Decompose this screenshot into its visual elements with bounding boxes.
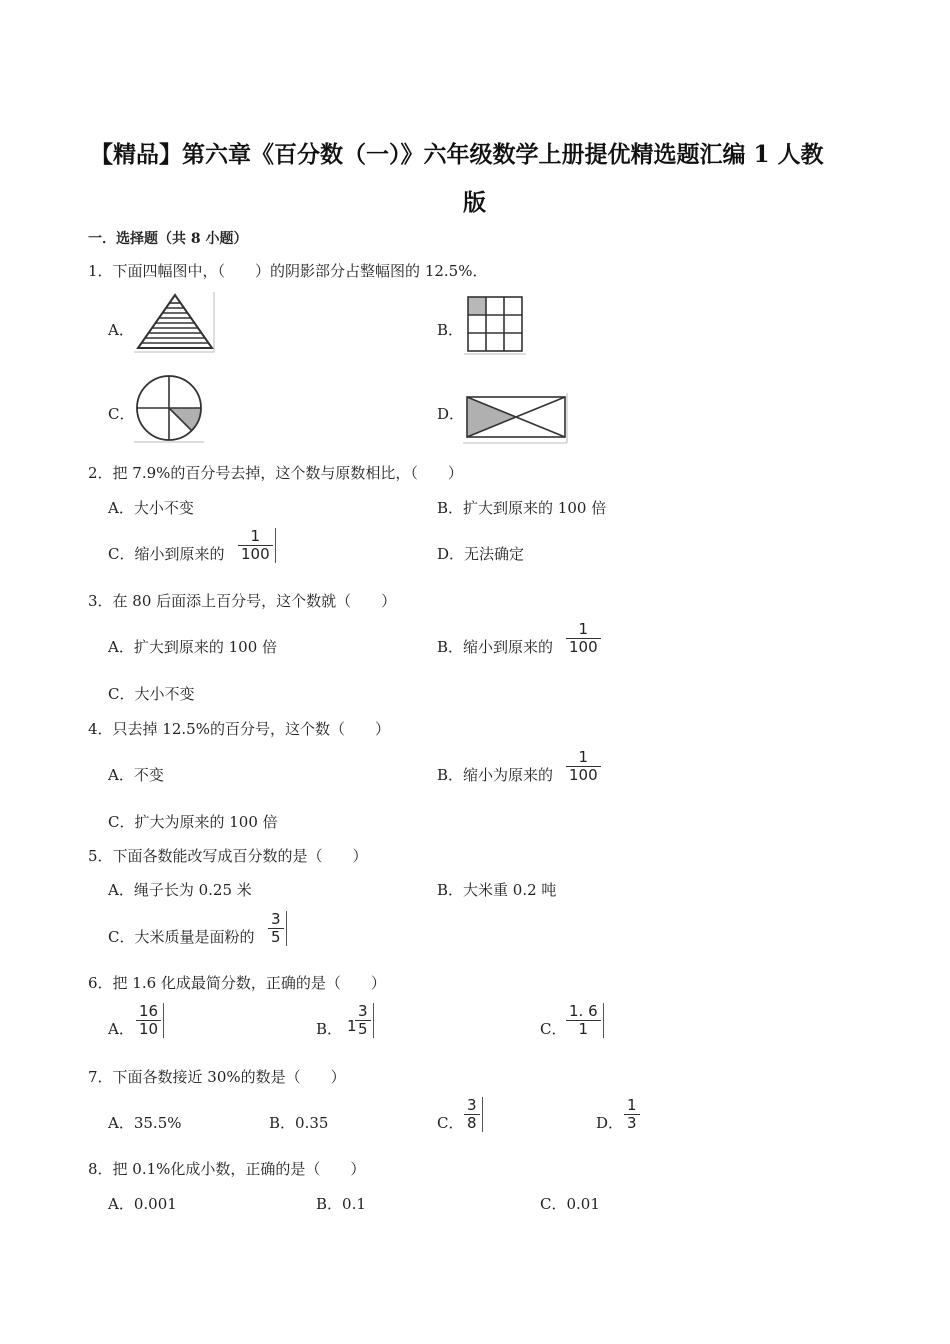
grid-3x3-one-shaded-icon (464, 294, 528, 356)
q6-fraction-decimal-over-one (566, 1003, 604, 1038)
fraction-numerator: 3 (467, 1096, 477, 1114)
q6-option-c[interactable]: C． (540, 1020, 567, 1038)
question-7-stem: 7．下面各数接近 30%的数是（ ） (88, 1068, 346, 1086)
q6-fraction-sixteen-tenths (136, 1003, 164, 1038)
q6-fraction-three-fifths (355, 1003, 374, 1038)
q8-option-a[interactable]: A．0.001 (108, 1195, 177, 1213)
question-1-stem: 1．下面四幅图中，（ ）的阴影部分占整幅图的 12.5%． (88, 262, 488, 280)
q3-option-b[interactable]: B．缩小到原来的 (437, 638, 554, 656)
fraction-numerator: 1 (627, 1096, 637, 1114)
fraction-denominator: 100 (569, 766, 598, 784)
q7-option-b[interactable]: B．0.35 (269, 1114, 329, 1132)
q4-fraction-one-hundredth (566, 749, 601, 784)
circle-eighth-shaded-icon (134, 374, 206, 444)
fraction-denominator: 1 (578, 1020, 589, 1038)
rectangle-diagonal-shaded-icon (463, 393, 569, 445)
q8-option-b[interactable]: B．0.1 (316, 1195, 366, 1213)
q3-option-c[interactable]: C．大小不变 (108, 685, 195, 703)
q2-option-b[interactable]: B．扩大到原来的 100 倍 (437, 499, 607, 517)
triangle-striped-icon (134, 292, 216, 354)
q1-option-d[interactable]: D． (437, 405, 465, 423)
question-2-stem: 2．把 7.9%的百分号去掉，这个数与原数相比，（ ） (88, 464, 463, 482)
fraction-numerator: 3 (358, 1002, 368, 1020)
question-3-stem: 3．在 80 后面添上百分号，这个数就（ ） (88, 592, 397, 610)
fraction-numerator: 1. 6 (569, 1002, 598, 1020)
q7-fraction-one-third (624, 1097, 640, 1132)
page-title-line-2: 版 (463, 189, 486, 216)
fraction-denominator: 10 (139, 1020, 159, 1038)
question-6-stem: 6．把 1.6 化成最简分数，正确的是（ ） (88, 974, 386, 992)
page-title-line-1: 【精品】第六章《百分数（一）》六年级数学上册提优精选题汇编 1 人教 (90, 141, 824, 168)
fraction-denominator: 5 (358, 1020, 368, 1038)
q6-mixed-whole: 1 (347, 1017, 357, 1035)
q3-fraction-one-hundredth (566, 621, 601, 656)
fraction-denominator: 3 (627, 1114, 637, 1132)
q4-option-a[interactable]: A．不变 (108, 766, 164, 784)
question-8-stem: 8．把 0.1%化成小数，正确的是（ ） (88, 1160, 366, 1178)
q2-option-c[interactable]: C．缩小到原来的 (108, 545, 225, 563)
q7-fraction-three-eighths (464, 1097, 483, 1132)
q6-option-b[interactable]: B． (316, 1020, 343, 1038)
question-5-stem: 5．下面各数能改写成百分数的是（ ） (88, 847, 368, 865)
q5-fraction-three-fifths (268, 911, 287, 946)
fraction-numerator: 3 (271, 910, 281, 928)
q5-option-a[interactable]: A．绳子长为 0.25 米 (108, 881, 252, 899)
fraction-denominator: 100 (569, 638, 598, 656)
q1-option-c[interactable]: C． (108, 405, 135, 423)
q5-option-c[interactable]: C．大米质量是面粉的 (108, 928, 255, 946)
q7-option-c[interactable]: C． (437, 1114, 464, 1132)
q3-option-a[interactable]: A．扩大到原来的 100 倍 (108, 638, 277, 656)
fraction-numerator: 16 (139, 1002, 159, 1020)
q2-option-d[interactable]: D．无法确定 (437, 545, 525, 563)
fraction-denominator: 8 (467, 1114, 477, 1132)
q6-option-a[interactable]: A． (108, 1020, 134, 1038)
fraction-numerator: 1 (578, 748, 589, 766)
q5-option-b[interactable]: B．大米重 0.2 吨 (437, 881, 557, 899)
question-4-stem: 4．只去掉 12.5%的百分号，这个数（ ） (88, 720, 390, 738)
section-heading: 一．选择题（共 8 小题） (88, 231, 248, 247)
q1-option-b[interactable]: B． (437, 321, 464, 339)
fraction-numerator: 1 (578, 620, 589, 638)
fraction-denominator: 100 (241, 545, 270, 563)
q2-option-a[interactable]: A．大小不变 (108, 499, 194, 517)
q4-option-b[interactable]: B．缩小为原来的 (437, 766, 554, 784)
q4-option-c[interactable]: C．扩大为原来的 100 倍 (108, 813, 278, 831)
q2-fraction-one-hundredth (238, 528, 276, 563)
fraction-numerator: 1 (250, 527, 261, 545)
q8-option-c[interactable]: C．0.01 (540, 1195, 600, 1213)
q7-option-a[interactable]: A．35.5% (108, 1114, 182, 1132)
q1-option-a[interactable]: A． (108, 321, 134, 339)
fraction-denominator: 5 (271, 928, 281, 946)
q7-option-d[interactable]: D． (596, 1114, 624, 1132)
